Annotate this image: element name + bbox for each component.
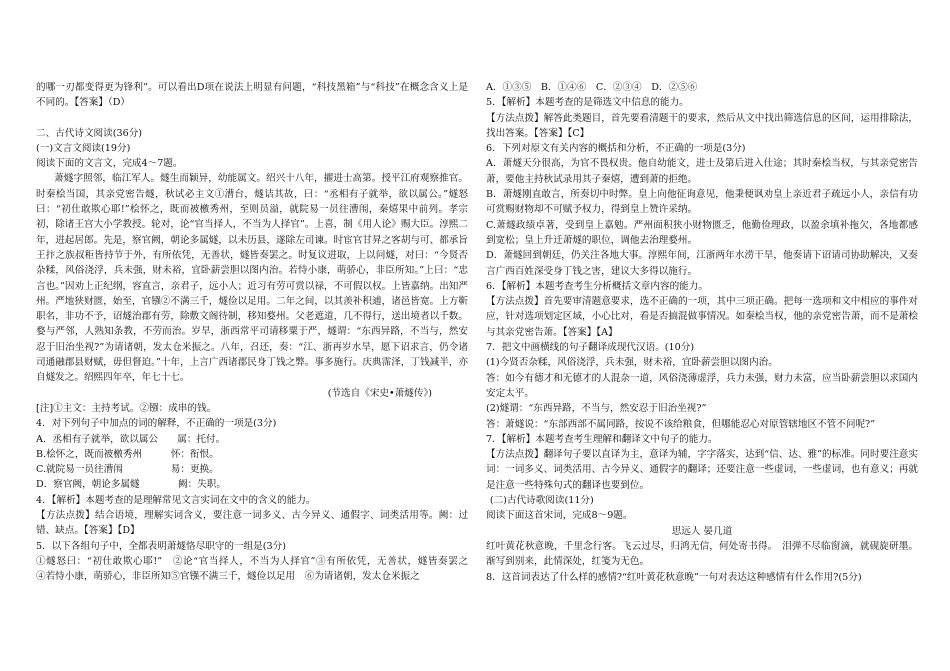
right-paragraph: D．萧燧回到朝廷，仍关注各地大事。淳熙年间，江浙两年水涝干旱，他奏请下诏请司协助解决，又奏言广西百姓深受身丁钱之害，建议大多得以施行。 [486, 250, 918, 277]
right-paragraph: (2)燧谓：“东西异路，不当与，然安忍于旧治坐视?” [486, 403, 707, 415]
left-paragraph: 4．【解析】本题考查的是理解常见文言实词在文中的含义的能力。 [36, 494, 316, 506]
right-paragraph: 8．这首词表达了什么样的感情?“红叶黄花秋意晚”一句对表达这种感情有什么作用?(5分) [486, 571, 862, 583]
right-paragraph: 红叶黄花秋意晚，千里念行客。飞云过尽，归鸿无信，何处寄书得。 泪弹不尽临窗滴，就砚旋研墨。渐写到别来，此情深处，红笺为无色。 [486, 540, 918, 568]
right-paragraph: 阅读下面这首宋词，完成8～9题。 [486, 510, 633, 522]
left-paragraph: 的哪一刃都变得更为锋利”。可以看出D项在说法上明显有问题，“科技黑箱”与“科技”在概念含义上是不同的。【答案】（D） [36, 82, 468, 109]
right-column [486, 80, 918, 585]
right-paragraph: 【方法点拨】首先要审清题意要求，选不正确的一项，其中三项正确。把每一选项和文中相应的事件对应，针对选项划定区域，小心比对，看是否搞混做事情况。如秦桧当权，他的亲党密告萧，而不是萧桧与其亲党密告萧。【答案】【A】 [486, 296, 918, 338]
left-paragraph: (节选自《宋史•萧燧传》) [327, 387, 432, 399]
right-paragraph: 5．【解析】本题考查的是筛选文中信息的能力。 [486, 97, 689, 109]
right-paragraph: A．萧燧天分很高，为官不畏权贵。他自幼能文，进士及第后进入仕途；其时秦桧当权，与其亲党密告萧，要他主持秋试录用其子秦熺，遭到萧的拒绝。 [486, 158, 918, 185]
right-paragraph: 答：如今有德才和无德才的人混杂一道，风俗浇薄虚浮，兵力未强，财力未富，应当卧薪尝胆以求国内安定太平。 [486, 372, 918, 399]
spacer [36, 111, 468, 126]
left-column [36, 80, 488, 585]
left-paragraph: 【方法点拨】结合语境，理解实词含义，要注意一词多义、古今异义、通假字、词类活用等。阙：过错、缺点。【答案】【D】 [36, 510, 468, 537]
right-paragraph: (1)今贤否杂糅，风俗浇浮，兵未强，财未裕，宜卧薪尝胆以图内治。 [486, 357, 778, 369]
right-paragraph: 【方法点拨】翻译句子要以直译为主，意译为辅，字字落实，达到“信、达、雅”的标准。同时要注意实词：一词多义、词类活用、古今异义、通假字的翻译；还要注意一些虚词，一些虚词，也有意义；再就是注意一些特殊句式的翻译也要到位。 [486, 449, 918, 491]
left-paragraph: (一)文言文阅读(19分) [36, 142, 131, 154]
left-paragraph: 4．对下列句子中加点的词的解释，不正确的一项是(3分) [36, 418, 277, 430]
right-paragraph: A．①③⑤ B．①④⑥ C．②③④ D．②⑤⑥ [486, 82, 698, 93]
right-paragraph: 6．【解析】本题考查考生分析概括文章内容的能力。 [486, 280, 708, 292]
right-paragraph: B．萧燧刚直敢言，所奏切中时弊。皇上向他征询意见，他秉便讽劝皇上亲近君子疏远小人，亲信有功可赏赐财物却不可赋予权力，得到皇上赞许采纳。 [486, 189, 918, 216]
left-paragraph: 5．以下各组句子中，全都表明萧燧恪尽职守的一组是(3分) [36, 540, 286, 552]
right-paragraph: (二)古代诗歌阅读(11分) [489, 495, 594, 507]
right-paragraph: 思远人 晏几道 [671, 525, 733, 537]
right-paragraph: C.萧燧政绩卓著，受到皇上嘉勉。严州面积狭小财物匮乏，他勤俭理政，以盈余填补拖欠，各地都感到宽松；皇上升迁萧燧的职位，调他去治理婺州。 [486, 219, 918, 246]
left-paragraph: ①燧怒曰：“初仕敢欺心耶!” ②论“官当择人，不当为人择官”③有所依凭，无善状，燧皆奏罢之 ④若恃小康，萌骄心，非臣所知⑤官镪不满三千，燧俭以足用 ⑥为请诸朝，发太仓米振之 [36, 555, 488, 583]
left-paragraph: 二、古代诗文阅读(36分) [36, 127, 143, 139]
left-paragraph: D．察官阙，朝论多属燧 阙：失职。 [36, 479, 226, 491]
right-paragraph: 7．把文中画横线的句子翻译成现代汉语。(10分) [486, 342, 695, 354]
left-paragraph: 阅读下面的文言文，完成4～7题。 [36, 158, 183, 170]
left-paragraph: C.就院易一员往漕闱 易：更换。 [36, 464, 219, 476]
right-paragraph: 7．【解析】本题考查考生理解和翻译文中句子的能力。 [486, 433, 718, 445]
left-paragraph: 萧燧字照邻，临江军人。燧生而颖异，幼能属文。绍兴十八年，擢进士高第。授平江府观察推官。时秦桧当国，其亲党密告燧，秋试必主文①漕台，燧诘其故，曰：“丞相有子就举，欲以属公。”燧怒曰：“初仕敢欺心耶!”桧怀之，既而被檄秀州，至则员溢，就院易一员往漕闱，秦熺果中前列。孝宗初，除诸王宫大小学教授。轮对，论“官当择人，不当为人择官”。上喜，制《用人论》赐大臣。淳熙二年，进起居郎。先是，察官阙，朝论多属燧，以未历县，遂除左司谏。时宦官甘昇之客胡与可、都承旨王抃之族叔秬皆持节于外，有所依凭，无善状，燧皆奏罢之。时复议进取，上以问燧，对曰：“今贤否杂糅，风俗浇浮，兵未强，财未裕，宜卧薪尝胆以图内治。若恃小康，萌骄心，非臣所知。”上曰：“忠言也。”因劝上正纪纲，容直言，亲君子，远小人；近习有劳可赏以禄，不可假以权。上皆嘉纳。出知严州。严地狭财匮，始至，官镪②不满三千，燧俭以足用。二年之间，以其羡补积逋，诸邑皆宽。上方靳职名，非功不予，诏燧治郡有劳，除敷文阁待制，移知婺州。父老遮道，几不得行，送出境者以千数。婺与严邻，人熟知条教，不劳而治。岁旱，浙西常平司请移粟于严，燧谓：“东西异路，不当与，然安忍于旧治坐视?”为请诸朝，发太仓米振之。八年，召还，奏：“江、浙再岁水旱，愿下诏求言，仍令诸司通融郡县财赋，毋但督迫。”十年，上言广西诸郡民身丁钱之弊。事多施行。庆典霈泽，丁钱减半，亦自燧发之。绍熙四年卒，年七十七。 [36, 173, 468, 384]
right-paragraph: 【方法点拨】解答此类题目，首先要看清题干的要求，然后从文中找出筛选信息的区间，运用排除法，找出答案。【答案】【C】 [486, 112, 918, 139]
left-paragraph: B.桧怀之，既而被檄秀州 怀：衔恨。 [36, 448, 219, 460]
right-paragraph: 答：萧燧说：“东部西部不属同路，按说不该给粮食，但哪能忍心对原管辖地区不管不问呢?” [486, 418, 876, 430]
left-paragraph: A．丞相有子就举，欲以属公 属：托付。 [36, 433, 226, 445]
right-paragraph: 6．下列对原文有关内容的概括和分析，不正确的一项是(3分) [486, 143, 746, 155]
left-paragraph: [注]①主文：主持考试。②镪：成串的钱。 [36, 402, 217, 414]
